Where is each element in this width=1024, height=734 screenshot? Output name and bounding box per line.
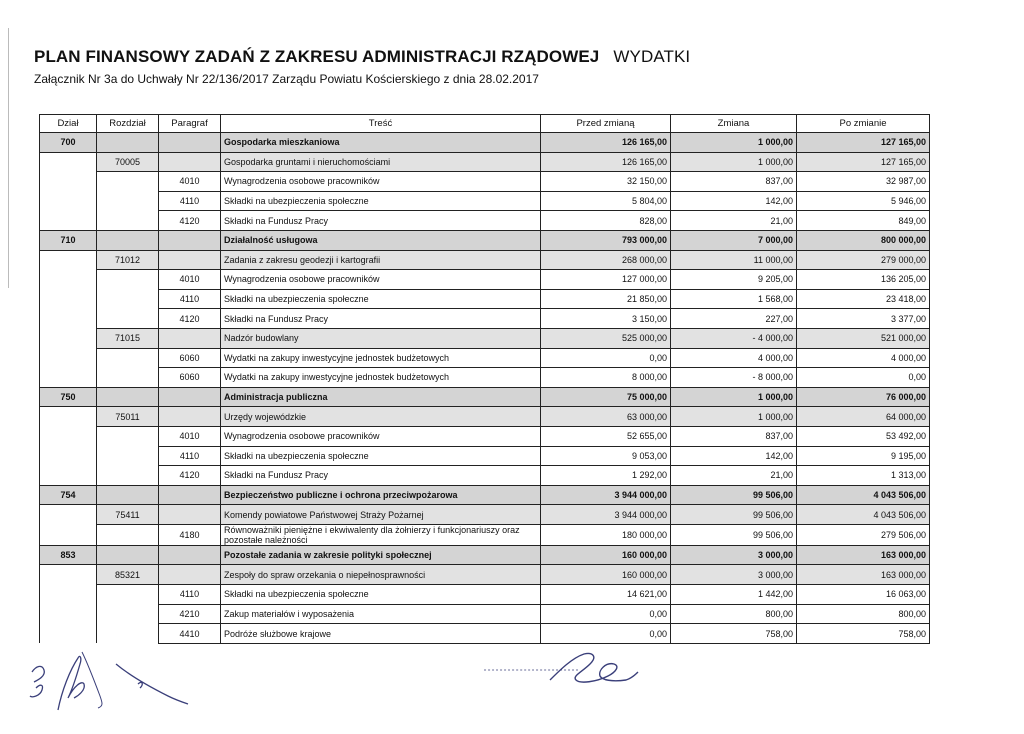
cell-rozdzial (97, 348, 159, 368)
cell-rozdzial: 75011 (97, 407, 159, 427)
cell-przed: 5 804,00 (541, 191, 671, 211)
table-row-paragraf (40, 604, 930, 624)
cell-paragraf: 4120 (159, 309, 221, 329)
cell-dzial (40, 191, 97, 211)
cell-paragraf (159, 387, 221, 407)
cell-rozdzial (97, 368, 159, 388)
table-row-paragraf (40, 191, 930, 211)
cell-dzial: 754 (40, 485, 97, 505)
cell-rozdzial (97, 585, 159, 605)
cell-po: 4 000,00 (797, 348, 930, 368)
cell-rozdzial: 71012 (97, 250, 159, 270)
cell-zmiana: - 8 000,00 (671, 368, 797, 388)
table-row-paragraf (40, 289, 930, 309)
cell-dzial (40, 585, 97, 605)
cell-zmiana: 142,00 (671, 191, 797, 211)
cell-tresc: Wydatki na zakupy inwestycyjne jednostek budżetowych (221, 368, 541, 388)
cell-przed: 793 000,00 (541, 230, 671, 250)
cell-tresc: Składki na Fundusz Pracy (221, 466, 541, 486)
header-po-zmianie: Po zmianie (797, 115, 930, 133)
cell-dzial (40, 211, 97, 231)
cell-dzial (40, 604, 97, 624)
cell-zmiana: 142,00 (671, 446, 797, 466)
cell-zmiana: 758,00 (671, 624, 797, 644)
cell-tresc: Składki na ubezpieczenia społeczne (221, 585, 541, 605)
cell-dzial (40, 368, 97, 388)
cell-tresc: Administracja publiczna (221, 387, 541, 407)
cell-zmiana: 11 000,00 (671, 250, 797, 270)
table-row-dzial (40, 133, 930, 153)
cell-po: 64 000,00 (797, 407, 930, 427)
table-row-paragraf (40, 466, 930, 486)
cell-zmiana: - 4 000,00 (671, 328, 797, 348)
cell-po: 279 000,00 (797, 250, 930, 270)
cell-dzial (40, 505, 97, 525)
cell-po: 1 313,00 (797, 466, 930, 486)
document-subtitle: Załącznik Nr 3a do Uchwały Nr 22/136/2017 Zarządu Powiatu Kościerskiego z dnia 28.02.2017 (34, 72, 539, 86)
cell-zmiana: 99 506,00 (671, 524, 797, 545)
cell-po: 23 418,00 (797, 289, 930, 309)
header-przed-zmiana: Przed zmianą (541, 115, 671, 133)
cell-przed: 127 000,00 (541, 270, 671, 290)
cell-dzial (40, 466, 97, 486)
finance-plan-table (39, 114, 930, 644)
cell-przed: 0,00 (541, 348, 671, 368)
header-tresc: Treść (221, 115, 541, 133)
cell-paragraf: 4180 (159, 524, 221, 545)
cell-dzial: 750 (40, 387, 97, 407)
table-row-paragraf (40, 426, 930, 446)
cell-rozdzial (97, 485, 159, 505)
header-dzial: Dział (40, 115, 97, 133)
cell-rozdzial (97, 426, 159, 446)
table-row-paragraf (40, 524, 930, 545)
cell-tresc: Nadzór budowlany (221, 328, 541, 348)
header-zmiana: Zmiana (671, 115, 797, 133)
cell-po: 849,00 (797, 211, 930, 231)
cell-po: 3 377,00 (797, 309, 930, 329)
cell-po: 136 205,00 (797, 270, 930, 290)
table-row-rozdzial (40, 328, 930, 348)
page-edge-mark (8, 28, 9, 288)
cell-przed: 160 000,00 (541, 545, 671, 565)
cell-dzial: 853 (40, 545, 97, 565)
cell-dzial (40, 250, 97, 270)
cell-paragraf: 4010 (159, 172, 221, 192)
title-text: PLAN FINANSOWY ZADAŃ Z ZAKRESU ADMINISTRACJI RZĄDOWEJ (34, 47, 600, 66)
cell-po: 163 000,00 (797, 545, 930, 565)
cell-tresc: Zespoły do spraw orzekania o niepełnosprawności (221, 565, 541, 585)
title-suffix: WYDATKI (613, 47, 691, 66)
table-row-rozdzial (40, 407, 930, 427)
cell-tresc: Składki na Fundusz Pracy (221, 309, 541, 329)
cell-po: 4 043 506,00 (797, 485, 930, 505)
cell-przed: 14 621,00 (541, 585, 671, 605)
table-header-row (40, 115, 930, 133)
cell-przed: 21 850,00 (541, 289, 671, 309)
cell-zmiana: 7 000,00 (671, 230, 797, 250)
cell-dzial (40, 524, 97, 545)
cell-paragraf: 4410 (159, 624, 221, 644)
cell-tresc: Wynagrodzenia osobowe pracowników (221, 172, 541, 192)
cell-paragraf (159, 328, 221, 348)
cell-przed: 8 000,00 (541, 368, 671, 388)
cell-po: 127 165,00 (797, 152, 930, 172)
cell-po: 4 043 506,00 (797, 505, 930, 525)
cell-tresc: Wynagrodzenia osobowe pracowników (221, 426, 541, 446)
cell-zmiana: 1 000,00 (671, 133, 797, 153)
table-row-paragraf (40, 585, 930, 605)
table-row-dzial (40, 485, 930, 505)
table-row-paragraf (40, 309, 930, 329)
cell-rozdzial (97, 289, 159, 309)
cell-paragraf (159, 152, 221, 172)
table-row-paragraf (40, 348, 930, 368)
cell-rozdzial (97, 230, 159, 250)
cell-przed: 0,00 (541, 604, 671, 624)
table-row-paragraf (40, 211, 930, 231)
cell-tresc: Składki na ubezpieczenia społeczne (221, 191, 541, 211)
cell-tresc: Gospodarka gruntami i nieruchomościami (221, 152, 541, 172)
cell-paragraf: 4120 (159, 211, 221, 231)
cell-zmiana: 99 506,00 (671, 485, 797, 505)
cell-rozdzial (97, 387, 159, 407)
cell-tresc: Składki na ubezpieczenia społeczne (221, 446, 541, 466)
cell-po: 76 000,00 (797, 387, 930, 407)
table-row-paragraf (40, 270, 930, 290)
table-row-rozdzial (40, 565, 930, 585)
cell-dzial (40, 328, 97, 348)
cell-paragraf: 4110 (159, 446, 221, 466)
table-row-paragraf (40, 368, 930, 388)
cell-po: 521 000,00 (797, 328, 930, 348)
cell-tresc: Pozostałe zadania w zakresie polityki społecznej (221, 545, 541, 565)
cell-tresc: Komendy powiatowe Państwowej Straży Pożarnej (221, 505, 541, 525)
cell-po: 16 063,00 (797, 585, 930, 605)
cell-przed: 126 165,00 (541, 133, 671, 153)
table-row-dzial (40, 230, 930, 250)
cell-dzial (40, 172, 97, 192)
cell-paragraf (159, 250, 221, 270)
cell-po: 279 506,00 (797, 524, 930, 545)
cell-przed: 3 944 000,00 (541, 505, 671, 525)
cell-zmiana: 99 506,00 (671, 505, 797, 525)
cell-rozdzial (97, 466, 159, 486)
cell-dzial (40, 348, 97, 368)
cell-po: 800 000,00 (797, 230, 930, 250)
cell-zmiana: 1 000,00 (671, 387, 797, 407)
cell-przed: 126 165,00 (541, 152, 671, 172)
cell-dzial (40, 152, 97, 172)
cell-paragraf: 4110 (159, 585, 221, 605)
cell-paragraf: 4210 (159, 604, 221, 624)
table-row-rozdzial (40, 250, 930, 270)
cell-paragraf: 4110 (159, 191, 221, 211)
cell-po: 53 492,00 (797, 426, 930, 446)
handwritten-signature-right (480, 640, 660, 700)
cell-zmiana: 837,00 (671, 426, 797, 446)
table-body (40, 133, 930, 644)
table-row-rozdzial (40, 152, 930, 172)
cell-dzial: 710 (40, 230, 97, 250)
cell-przed: 1 292,00 (541, 466, 671, 486)
cell-przed: 180 000,00 (541, 524, 671, 545)
cell-przed: 63 000,00 (541, 407, 671, 427)
header-rozdzial: Rozdział (97, 115, 159, 133)
cell-rozdzial (97, 309, 159, 329)
cell-przed: 9 053,00 (541, 446, 671, 466)
cell-przed: 828,00 (541, 211, 671, 231)
cell-rozdzial (97, 172, 159, 192)
cell-paragraf (159, 565, 221, 585)
cell-paragraf: 4010 (159, 270, 221, 290)
cell-przed: 75 000,00 (541, 387, 671, 407)
cell-paragraf (159, 545, 221, 565)
cell-dzial: 700 (40, 133, 97, 153)
table-row-paragraf (40, 172, 930, 192)
cell-po: 0,00 (797, 368, 930, 388)
cell-dzial (40, 289, 97, 309)
cell-przed: 3 944 000,00 (541, 485, 671, 505)
cell-zmiana: 9 205,00 (671, 270, 797, 290)
cell-przed: 525 000,00 (541, 328, 671, 348)
cell-po: 5 946,00 (797, 191, 930, 211)
cell-rozdzial (97, 446, 159, 466)
cell-paragraf (159, 133, 221, 153)
cell-dzial (40, 309, 97, 329)
table-row-dzial (40, 387, 930, 407)
cell-paragraf: 4110 (159, 289, 221, 309)
cell-zmiana: 21,00 (671, 466, 797, 486)
cell-po: 800,00 (797, 604, 930, 624)
cell-przed: 0,00 (541, 624, 671, 644)
cell-tresc: Działalność usługowa (221, 230, 541, 250)
cell-zmiana: 4 000,00 (671, 348, 797, 368)
cell-paragraf (159, 407, 221, 427)
cell-tresc: Gospodarka mieszkaniowa (221, 133, 541, 153)
document-title (34, 47, 690, 67)
cell-rozdzial (97, 270, 159, 290)
cell-dzial (40, 407, 97, 427)
cell-po: 9 195,00 (797, 446, 930, 466)
cell-tresc: Składki na Fundusz Pracy (221, 211, 541, 231)
header-paragraf: Paragraf (159, 115, 221, 133)
cell-zmiana: 1 000,00 (671, 407, 797, 427)
cell-po: 758,00 (797, 624, 930, 644)
cell-rozdzial (97, 545, 159, 565)
cell-rozdzial: 71015 (97, 328, 159, 348)
cell-tresc: Wynagrodzenia osobowe pracowników (221, 270, 541, 290)
cell-przed: 268 000,00 (541, 250, 671, 270)
table-row-paragraf (40, 446, 930, 466)
cell-zmiana: 3 000,00 (671, 565, 797, 585)
cell-rozdzial (97, 191, 159, 211)
cell-rozdzial (97, 604, 159, 624)
cell-rozdzial: 70005 (97, 152, 159, 172)
cell-zmiana: 1 568,00 (671, 289, 797, 309)
handwritten-signature-left (18, 640, 198, 720)
cell-zmiana: 1 000,00 (671, 152, 797, 172)
cell-przed: 52 655,00 (541, 426, 671, 446)
cell-zmiana: 837,00 (671, 172, 797, 192)
cell-dzial (40, 270, 97, 290)
cell-zmiana: 1 442,00 (671, 585, 797, 605)
cell-zmiana: 227,00 (671, 309, 797, 329)
cell-rozdzial (97, 133, 159, 153)
cell-po: 32 987,00 (797, 172, 930, 192)
cell-po: 127 165,00 (797, 133, 930, 153)
cell-rozdzial: 75411 (97, 505, 159, 525)
cell-paragraf: 6060 (159, 368, 221, 388)
cell-tresc: Wydatki na zakupy inwestycyjne jednostek budżetowych (221, 348, 541, 368)
cell-paragraf: 4010 (159, 426, 221, 446)
cell-tresc: Zadania z zakresu geodezji i kartografii (221, 250, 541, 270)
cell-paragraf (159, 485, 221, 505)
cell-dzial (40, 446, 97, 466)
cell-paragraf (159, 505, 221, 525)
cell-przed: 160 000,00 (541, 565, 671, 585)
cell-po: 163 000,00 (797, 565, 930, 585)
cell-tresc: Składki na ubezpieczenia społeczne (221, 289, 541, 309)
cell-tresc: Podróże służbowe krajowe (221, 624, 541, 644)
cell-tresc: Równoważniki pieniężne i ekwiwalenty dla żołnierzy i funkcjonariuszy oraz pozostałe należności (221, 524, 541, 545)
cell-dzial (40, 426, 97, 446)
cell-rozdzial (97, 211, 159, 231)
cell-zmiana: 3 000,00 (671, 545, 797, 565)
cell-tresc: Zakup materiałów i wyposażenia (221, 604, 541, 624)
cell-przed: 32 150,00 (541, 172, 671, 192)
cell-tresc: Bezpieczeństwo publiczne i ochrona przeciwpożarowa (221, 485, 541, 505)
cell-rozdzial: 85321 (97, 565, 159, 585)
table-row-rozdzial (40, 505, 930, 525)
cell-zmiana: 800,00 (671, 604, 797, 624)
cell-tresc: Urzędy wojewódzkie (221, 407, 541, 427)
cell-paragraf: 6060 (159, 348, 221, 368)
cell-przed: 3 150,00 (541, 309, 671, 329)
cell-dzial (40, 565, 97, 585)
cell-rozdzial (97, 524, 159, 545)
table-row-dzial (40, 545, 930, 565)
cell-zmiana: 21,00 (671, 211, 797, 231)
cell-paragraf (159, 230, 221, 250)
cell-paragraf: 4120 (159, 466, 221, 486)
